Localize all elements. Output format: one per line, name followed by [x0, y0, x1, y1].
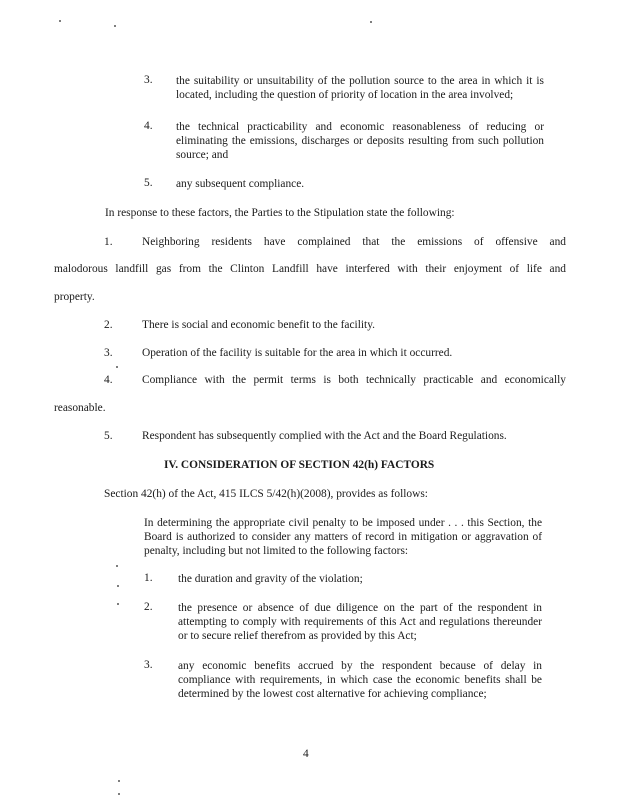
list-item-number: 2. [144, 601, 153, 613]
response-text: There is social and economic benefit to the facility. [142, 319, 375, 331]
response-number: 2. [104, 319, 113, 331]
list-item-text: any subsequent compliance. [176, 178, 305, 190]
list-item-text: any economic benefits accrued by the respondent because of delay in compliance with requirements, in which case the economic benefits shall be determined by the lowest cost alternative for achieving compliance; [178, 660, 542, 700]
section-heading: IV. CONSIDERATION OF SECTION 42(h) FACTORS [164, 459, 435, 471]
list-item-text: the presence or absence of due diligence on the part of the respondent in attempting to comply with requirements of this Act and regulations thereunder or to secure relief therefrom as provided by this Act; [178, 602, 542, 642]
response-text: malodorous landfill gas from the Clinton Landfill have interfered with their enjoyment of life and [54, 263, 566, 275]
response-text: property. [54, 291, 95, 303]
scan-speck [117, 585, 119, 587]
scan-speck [116, 565, 118, 567]
list-item-number: 1. [144, 572, 153, 584]
scan-speck [116, 366, 118, 368]
list-item-text: the technical practicability and economic reasonableness of reducing or eliminating the emissions, discharges or deposits resulting from such pollution source; and [176, 121, 544, 161]
response-text: reasonable. [54, 402, 106, 414]
response-text: Operation of the facility is suitable for the area in which it occurred. [142, 347, 453, 359]
list-item-text: the duration and gravity of the violation; [178, 573, 363, 585]
response-intro: In response to these factors, the Parties to the Stipulation state the following: [105, 207, 455, 219]
list-item-number: 5. [144, 177, 153, 189]
response-number: 5. [104, 430, 113, 442]
statute-quote: In determining the appropriate civil penalty to be imposed under . . . this Section, the Board is authorized to consider any matters of record in mitigation or aggravation of penalty, including but not limited to the following factors: [144, 517, 542, 557]
scan-speck [59, 20, 61, 22]
list-item-number: 4. [144, 120, 153, 132]
response-text: Respondent has subsequently complied with the Act and the Board Regulations. [142, 430, 507, 442]
list-item-number: 3. [144, 659, 153, 671]
response-text: Neighboring residents have complained that the emissions of offensive and [142, 236, 566, 248]
scan-speck [117, 603, 119, 605]
response-text: Compliance with the permit terms is both technically practicable and economically [142, 374, 566, 386]
list-item-number: 3. [144, 74, 153, 86]
list-item-text: the suitability or unsuitability of the pollution source to the area in which it is located, including the question of priority of location in the area involved; [176, 75, 544, 101]
response-number: 4. [104, 374, 113, 386]
scan-speck [118, 793, 120, 795]
scan-speck [370, 21, 372, 23]
scan-speck [118, 780, 120, 782]
response-number: 3. [104, 347, 113, 359]
section-intro: Section 42(h) of the Act, 415 ILCS 5/42(h)(2008), provides as follows: [104, 488, 428, 500]
page-number: 4 [303, 748, 309, 760]
scan-speck [114, 25, 116, 27]
response-number: 1. [104, 236, 113, 248]
